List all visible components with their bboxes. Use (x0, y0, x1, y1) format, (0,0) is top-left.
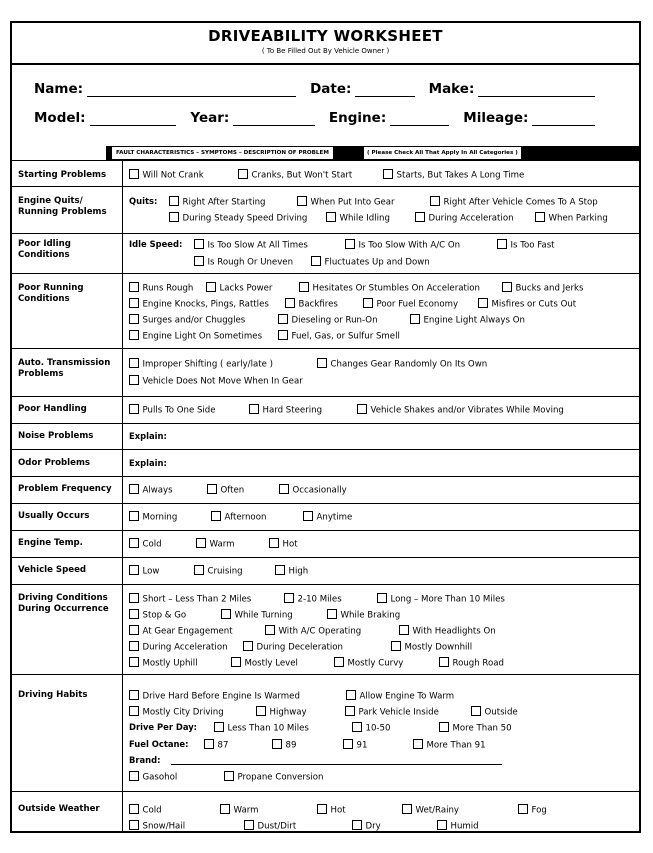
worksheet-title: DRIVEABILITY WORKSHEET (208, 27, 443, 45)
checkbox-will-not-crank[interactable]: Will Not Crank (129, 169, 204, 182)
brand-field[interactable] (171, 764, 502, 765)
date-field[interactable] (355, 84, 414, 97)
checkbox-icon (129, 375, 139, 385)
row-divider (12, 557, 639, 558)
checkbox-fluctuates[interactable]: Fluctuates Up and Down (311, 256, 430, 269)
checkbox-bucks-jerks[interactable]: Bucks and Jerks (502, 282, 583, 295)
checkbox-temp-warm[interactable]: Warm (196, 538, 234, 551)
year-field[interactable] (233, 113, 315, 126)
checkbox-while-braking[interactable]: While Braking (327, 609, 400, 622)
checkbox-weather-cold[interactable]: Cold (129, 804, 162, 817)
checkbox-icon (413, 739, 423, 749)
checkbox-dieseling[interactable]: Dieseling or Run-On (278, 314, 378, 327)
checkbox-icon (206, 282, 216, 292)
checkbox-icon (352, 722, 362, 732)
checkbox-fuel-smell[interactable]: Fuel, Gas, or Sulfur Smell (278, 330, 400, 343)
checkbox-icon (391, 641, 401, 651)
checkbox-icon (430, 196, 440, 206)
checkbox-icon (243, 641, 253, 651)
checkbox-weather-warm[interactable]: Warm (220, 804, 258, 817)
checkbox-while-turning[interactable]: While Turning (221, 609, 293, 622)
checkbox-weather-hot[interactable]: Hot (317, 804, 346, 817)
checkbox-icon (129, 609, 139, 619)
model-label: Model: (34, 110, 86, 126)
checkbox-mostly-downhill[interactable]: Mostly Downhill (391, 641, 472, 654)
odor-explain-label: Explain: (129, 458, 167, 468)
checkbox-too-slow-ac-on[interactable]: Is Too Slow With A/C On (345, 239, 460, 252)
checkbox-icon (377, 593, 387, 603)
checkbox-icon (129, 706, 139, 716)
checkbox-icon (437, 820, 447, 830)
checkbox-engine-light-sometimes[interactable]: Engine Light On Sometimes (129, 330, 262, 343)
checkbox-speed-cruising[interactable]: Cruising (194, 565, 243, 578)
checkbox-icon (214, 722, 224, 732)
checkbox-icon (224, 771, 234, 781)
checkbox-ac-operating[interactable]: With A/C Operating (265, 625, 361, 638)
checkbox-octane-91[interactable]: 91 (343, 739, 367, 752)
checkbox-mostly-level[interactable]: Mostly Level (231, 657, 298, 670)
checkbox-while-idling[interactable]: While Idling (326, 212, 390, 225)
checkbox-hesitates[interactable]: Hesitates Or Stumbles On Acceleration (299, 282, 480, 295)
checkbox-icon (204, 739, 214, 749)
fault-heading: FAULT CHARACTERISTICS – SYMPTOMS – DESCRIPTION OF PROBLEM (112, 147, 333, 159)
checkbox-icon (326, 212, 336, 222)
checkbox-does-not-move[interactable]: Vehicle Does Not Move When In Gear (129, 375, 303, 388)
checkbox-icon (284, 593, 294, 603)
checkbox-icon (303, 511, 313, 521)
row-divider (12, 791, 639, 792)
checkbox-backfires[interactable]: Backfires (285, 298, 338, 311)
checkbox-icon (249, 404, 259, 414)
checkbox-icon (345, 706, 355, 716)
mileage-label: Mileage: (463, 110, 529, 126)
drive-per-day-label: Drive Per Day: (129, 722, 198, 732)
mileage-field[interactable] (532, 113, 595, 126)
checkbox-icon (129, 511, 139, 521)
checkbox-icon (439, 657, 449, 667)
checkbox-icon (357, 404, 367, 414)
checkbox-temp-hot[interactable]: Hot (269, 538, 298, 551)
checkbox-gear-engagement[interactable]: At Gear Engagement (129, 625, 233, 638)
category-odor-problems: Odor Problems (18, 458, 91, 468)
noise-explain-label: Explain: (129, 431, 167, 441)
checkbox-icon (278, 314, 288, 324)
checkbox-speed-high[interactable]: High (275, 565, 308, 578)
category-usually-occurs: Usually Occurs (18, 511, 90, 521)
fault-note: ( Please Check All That Apply In All Categories ) (364, 147, 521, 159)
checkbox-icon (129, 804, 139, 814)
checkbox-icon (269, 538, 279, 548)
row-divider (12, 423, 639, 424)
checkbox-icon (363, 298, 373, 308)
checkbox-icon (285, 298, 295, 308)
checkbox-icon (129, 404, 139, 414)
checkbox-short-trip[interactable]: Short – Less Than 2 Miles (129, 593, 251, 606)
row-divider (12, 530, 639, 531)
checkbox-icon (415, 212, 425, 222)
checkbox-icon (220, 804, 230, 814)
checkbox-icon (497, 239, 507, 249)
checkbox-too-slow-all-times[interactable]: Is Too Slow At All Times (194, 239, 308, 252)
category-vehicle-speed: Vehicle Speed (18, 565, 87, 575)
checkbox-dust-dirt[interactable]: Dust/Dirt (244, 820, 296, 833)
engine-field[interactable] (390, 113, 449, 126)
checkbox-octane-87[interactable]: 87 (204, 739, 228, 752)
checkbox-when-parking[interactable]: When Parking (535, 212, 608, 225)
checkbox-occasionally[interactable]: Occasionally (279, 484, 347, 497)
checkbox-lacks-power[interactable]: Lacks Power (206, 282, 272, 295)
checkbox-icon (129, 771, 139, 781)
checkbox-always[interactable]: Always (129, 484, 173, 497)
checkbox-icon (383, 169, 393, 179)
checkbox-cond-acceleration[interactable]: During Acceleration (129, 641, 228, 654)
checkbox-10-50[interactable]: 10-50 (352, 722, 390, 735)
model-field[interactable] (90, 113, 177, 126)
checkbox-icon (129, 641, 139, 651)
checkbox-cond-deceleration[interactable]: During Deceleration (243, 641, 343, 654)
checkbox-anytime[interactable]: Anytime (303, 511, 352, 524)
category-poor-running: Poor Running Conditions (18, 283, 84, 304)
checkbox-temp-cold[interactable]: Cold (129, 538, 162, 551)
checkbox-morning[interactable]: Morning (129, 511, 177, 524)
checkbox-after-vehicle-stops[interactable]: Right After Vehicle Comes To A Stop (430, 196, 598, 209)
checkbox-right-after-starting[interactable]: Right After Starting (169, 196, 266, 209)
brand-label: Brand: (129, 755, 161, 765)
checkbox-icon (275, 565, 285, 575)
checkbox-icon (478, 298, 488, 308)
category-auto-transmission: Auto. Transmission Problems (18, 358, 111, 379)
checkbox-icon (129, 358, 139, 368)
category-poor-handling: Poor Handling (18, 404, 87, 414)
checkbox-icon (129, 169, 139, 179)
category-column-divider (122, 160, 123, 831)
checkbox-park-inside[interactable]: Park Vehicle Inside (345, 706, 439, 719)
category-outside-weather: Outside Weather (18, 804, 100, 814)
checkbox-icon (410, 314, 420, 324)
row-divider (12, 503, 639, 504)
row-divider (12, 273, 639, 274)
row-divider (12, 186, 639, 187)
checkbox-icon (343, 739, 353, 749)
checkbox-when-put-into-gear[interactable]: When Put Into Gear (297, 196, 395, 209)
checkbox-icon (231, 657, 241, 667)
category-poor-idling: Poor Idling Conditions (18, 239, 71, 260)
checkbox-octane-89[interactable]: 89 (272, 739, 296, 752)
checkbox-mostly-city[interactable]: Mostly City Driving (129, 706, 224, 719)
header-divider (12, 63, 639, 65)
checkbox-surges[interactable]: Surges and/or Chuggles (129, 314, 245, 327)
name-label: Name: (34, 81, 84, 97)
row-divider (12, 584, 639, 585)
checkbox-octane-more-91[interactable]: More Than 91 (413, 739, 486, 752)
category-driving-conditions: Driving Conditions During Occurrence (18, 593, 109, 614)
checkbox-icon (471, 706, 481, 716)
category-starting-problems: Starting Problems (18, 170, 107, 180)
checkbox-shakes-vibrates[interactable]: Vehicle Shakes and/or Vibrates While Moving (357, 404, 564, 417)
year-label: Year: (190, 110, 230, 126)
checkbox-humid[interactable]: Humid (437, 820, 479, 833)
checkbox-steady-speed[interactable]: During Steady Speed Driving (169, 212, 307, 225)
checkbox-icon (169, 196, 179, 206)
make-field[interactable] (478, 84, 595, 97)
checkbox-icon (256, 706, 266, 716)
checkbox-wet-rainy[interactable]: Wet/Rainy (402, 804, 459, 817)
checkbox-icon (439, 722, 449, 732)
checkbox-icon (238, 169, 248, 179)
row-divider (12, 348, 639, 349)
checkbox-hard-steering[interactable]: Hard Steering (249, 404, 322, 417)
checkbox-icon (518, 804, 528, 814)
checkbox-icon (129, 593, 139, 603)
quits-label: Quits: (129, 196, 158, 206)
checkbox-icon (211, 511, 221, 521)
category-engine-quits: Engine Quits/ Running Problems (18, 196, 107, 217)
checkbox-icon (399, 625, 409, 635)
checkbox-changes-gear-randomly[interactable]: Changes Gear Randomly On Its Own (317, 358, 487, 371)
checkbox-fog[interactable]: Fog (518, 804, 547, 817)
checkbox-gasohol[interactable]: Gasohol (129, 771, 177, 784)
checkbox-icon (207, 484, 217, 494)
checkbox-highway[interactable]: Highway (256, 706, 307, 719)
checkbox-mostly-uphill[interactable]: Mostly Uphill (129, 657, 198, 670)
checkbox-icon (299, 282, 309, 292)
checkbox-icon (535, 212, 545, 222)
checkbox-icon (129, 565, 139, 575)
worksheet-subtitle: ( To Be Filled Out By Vehicle Owner ) (261, 47, 390, 55)
checkbox-icon (327, 609, 337, 619)
checkbox-less-than-10[interactable]: Less Than 10 Miles (214, 722, 309, 735)
checkbox-engine-knocks[interactable]: Engine Knocks, Pings, Rattles (129, 298, 269, 311)
vehicle-info-row-1 (34, 81, 609, 97)
checkbox-icon (194, 565, 204, 575)
vehicle-info-row-2 (34, 110, 609, 126)
checkbox-runs-rough[interactable]: Runs Rough (129, 282, 193, 295)
checkbox-icon (352, 820, 362, 830)
checkbox-rough-road[interactable]: Rough Road (439, 657, 504, 670)
category-engine-temp: Engine Temp. (18, 538, 83, 548)
checkbox-icon (169, 212, 179, 222)
row-divider (12, 476, 639, 477)
checkbox-icon (402, 804, 412, 814)
checkbox-icon (279, 484, 289, 494)
checkbox-icon (129, 538, 139, 548)
checkbox-icon (345, 239, 355, 249)
checkbox-speed-low[interactable]: Low (129, 565, 159, 578)
checkbox-icon (311, 256, 321, 266)
date-label: Date: (310, 81, 352, 97)
checkbox-icon (346, 690, 356, 700)
category-driving-habits: Driving Habits (18, 690, 88, 700)
checkbox-afternoon[interactable]: Afternoon (211, 511, 266, 524)
checkbox-propane-conversion[interactable]: Propane Conversion (224, 771, 324, 784)
checkbox-allow-warm[interactable]: Allow Engine To Warm (346, 690, 454, 703)
checkbox-park-outside[interactable]: Outside (471, 706, 518, 719)
checkbox-icon (129, 330, 139, 340)
checkbox-during-acceleration[interactable]: During Acceleration (415, 212, 514, 225)
checkbox-misfires[interactable]: Misfires or Cuts Out (478, 298, 576, 311)
checkbox-icon (317, 804, 327, 814)
table-top-rule (12, 160, 639, 161)
checkbox-icon (244, 820, 254, 830)
name-field[interactable] (87, 84, 296, 97)
row-divider (12, 449, 639, 450)
checkbox-icon (196, 538, 206, 548)
checkbox-often[interactable]: Often (207, 484, 244, 497)
checkbox-too-fast[interactable]: Is Too Fast (497, 239, 555, 252)
checkbox-pulls-to-side[interactable]: Pulls To One Side (129, 404, 216, 417)
checkbox-stop-and-go[interactable]: Stop & Go (129, 609, 186, 622)
checkbox-cranks-wont-start[interactable]: Cranks, But Won't Start (238, 169, 352, 182)
checkbox-icon (129, 314, 139, 324)
fuel-octane-label: Fuel Octane: (129, 739, 189, 749)
worksheet-form (10, 21, 641, 833)
checkbox-starts-takes-long[interactable]: Starts, But Takes A Long Time (383, 169, 524, 182)
checkbox-dry[interactable]: Dry (352, 820, 381, 833)
checkbox-icon (502, 282, 512, 292)
checkbox-icon (129, 690, 139, 700)
checkbox-icon (129, 657, 139, 667)
row-divider (12, 396, 639, 397)
checkbox-rough-or-uneven[interactable]: Is Rough Or Uneven (194, 256, 293, 269)
checkbox-icon (129, 282, 139, 292)
checkbox-snow-hail[interactable]: Snow/Hail (129, 820, 185, 833)
checkbox-improper-shifting[interactable]: Improper Shifting ( early/late ) (129, 358, 273, 371)
checkbox-icon (221, 609, 231, 619)
checkbox-icon (129, 484, 139, 494)
checkbox-icon (194, 239, 204, 249)
checkbox-mostly-curvy[interactable]: Mostly Curvy (334, 657, 403, 670)
checkbox-engine-light-always[interactable]: Engine Light Always On (410, 314, 525, 327)
checkbox-icon (129, 298, 139, 308)
checkbox-poor-fuel-economy[interactable]: Poor Fuel Economy (363, 298, 458, 311)
category-problem-frequency: Problem Frequency (18, 484, 112, 494)
checkbox-icon (272, 739, 282, 749)
checkbox-more-than-50[interactable]: More Than 50 (439, 722, 512, 735)
checkbox-icon (129, 820, 139, 830)
checkbox-icon (297, 196, 307, 206)
checkbox-icon (278, 330, 288, 340)
engine-label: Engine: (328, 110, 387, 126)
checkbox-icon (334, 657, 344, 667)
idle-speed-label: Idle Speed: (129, 239, 183, 249)
checkbox-icon (317, 358, 327, 368)
row-divider (12, 674, 639, 675)
checkbox-2-10-miles[interactable]: 2-10 Miles (284, 593, 342, 606)
checkbox-headlights-on[interactable]: With Headlights On (399, 625, 496, 638)
row-divider (12, 233, 639, 234)
checkbox-icon (265, 625, 275, 635)
checkbox-icon (129, 625, 139, 635)
checkbox-icon (194, 256, 204, 266)
checkbox-drive-hard-cold[interactable]: Drive Hard Before Engine Is Warmed (129, 690, 300, 703)
checkbox-long-trip[interactable]: Long – More Than 10 Miles (377, 593, 505, 606)
category-noise-problems: Noise Problems (18, 431, 94, 441)
make-label: Make: (428, 81, 475, 97)
